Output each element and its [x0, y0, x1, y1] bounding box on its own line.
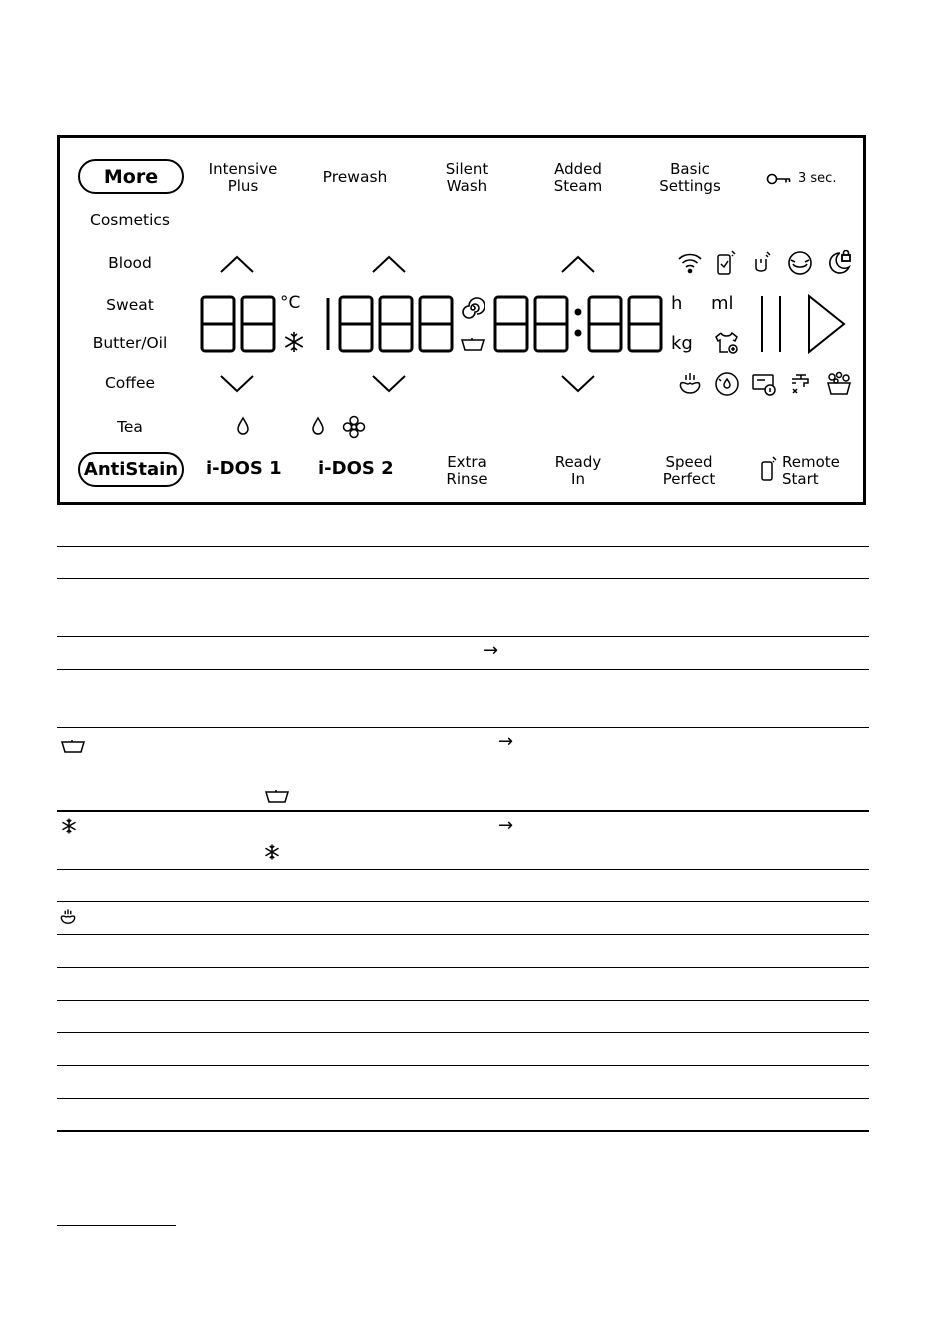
basic-settings-label-line2: Settings — [659, 177, 721, 195]
prewash-tub-icon — [60, 739, 86, 758]
table-rule — [57, 1130, 869, 1132]
table-rule — [57, 934, 869, 935]
spin-down-chevron-icon[interactable] — [371, 374, 407, 394]
remote-phone-icon — [714, 250, 738, 276]
table-arrow: → — [483, 640, 499, 661]
more-button-label: More — [103, 165, 159, 188]
table-rule — [57, 869, 869, 870]
progress-bars-icon — [758, 294, 788, 354]
intensive-plus-label-line2: Plus — [227, 177, 259, 195]
table-rule — [57, 967, 869, 968]
remote-start-phone-icon — [760, 456, 778, 482]
snowflake-icon — [60, 817, 78, 839]
unit-hours: h — [671, 293, 683, 314]
table-arrow: → — [498, 731, 514, 752]
idos2-drop-icon — [310, 416, 326, 436]
stain-tea[interactable]: Tea — [117, 418, 143, 436]
table-rule — [57, 1032, 869, 1033]
idos2-flower-icon — [342, 415, 366, 439]
table-rule — [57, 810, 869, 812]
wifi-icon — [677, 251, 703, 275]
idos1-drop-icon — [235, 416, 251, 436]
spin-speed-segment-display — [324, 295, 456, 353]
detergent-bubbles-icon — [825, 371, 853, 397]
extra-rinse-label-line2: Rinse — [446, 470, 488, 488]
table-rule — [57, 901, 869, 902]
table-rule — [57, 727, 869, 728]
temperature-segment-display — [200, 295, 276, 353]
prewash-label: Prewash — [322, 168, 388, 186]
stain-cosmetics[interactable]: Cosmetics — [90, 211, 170, 229]
prewash-button[interactable] — [310, 169, 400, 186]
speed-perfect-label-line2: Perfect — [662, 470, 716, 488]
remote-start-label-line2: Start — [782, 470, 819, 488]
prewash-tub-icon — [264, 789, 290, 808]
basic-settings-button[interactable] — [645, 161, 735, 195]
control-panel — [57, 135, 866, 505]
temperature-down-chevron-icon[interactable] — [219, 374, 255, 394]
unit-ml: ml — [711, 293, 734, 314]
stain-butter-oil[interactable]: Butter/Oil — [92, 334, 168, 352]
unit-kg: kg — [671, 333, 693, 354]
antistain-label: AntiStain — [83, 459, 179, 480]
footnote-separator — [57, 1225, 176, 1226]
time-up-chevron-icon[interactable] — [560, 254, 596, 274]
silent-wash-label-line2: Wash — [446, 177, 488, 195]
stain-sweat[interactable]: Sweat — [106, 296, 154, 314]
remote-start-button[interactable] — [760, 454, 860, 490]
table-rule — [57, 578, 869, 579]
silent-wash-label-line1: Silent — [445, 160, 489, 178]
water-tap-off-icon — [788, 371, 814, 397]
ready-in-label-line2: In — [571, 470, 585, 488]
temperature-unit: °C — [280, 293, 301, 313]
table-rule — [57, 1065, 869, 1066]
snowflake-icon — [263, 843, 281, 865]
cold-wash-snowflake-icon — [282, 330, 306, 354]
spin-up-chevron-icon[interactable] — [371, 254, 407, 274]
stain-coffee[interactable]: Coffee — [104, 374, 156, 392]
speed-perfect-label-line1: Speed — [665, 453, 713, 471]
steam-icon — [677, 371, 703, 397]
extra-rinse-label-line1: Extra — [447, 453, 487, 471]
more-button[interactable] — [78, 159, 184, 194]
time-segment-display — [492, 295, 664, 353]
intensive-plus-label-line1: Intensive — [208, 160, 278, 178]
table-rule — [57, 546, 869, 547]
silent-wash-button[interactable] — [422, 161, 512, 195]
lock-hint-label: 3 sec. — [798, 171, 837, 186]
basic-settings-label-line1: Basic — [670, 160, 710, 178]
idos2-button[interactable]: i-DOS 2 — [318, 458, 394, 479]
ready-in-button[interactable] — [533, 454, 623, 488]
idos1-button[interactable]: i-DOS 1 — [206, 458, 282, 479]
stain-blood[interactable]: Blood — [108, 254, 152, 272]
speed-perfect-button[interactable] — [644, 454, 734, 488]
remote-start-label-line1: Remote — [782, 453, 840, 471]
drum-clean-icon — [787, 250, 813, 276]
added-steam-button[interactable] — [533, 161, 623, 195]
start-play-icon[interactable] — [806, 293, 848, 355]
temperature-up-chevron-icon[interactable] — [219, 254, 255, 274]
night-lock-icon — [825, 250, 853, 276]
laundry-load-shirt-icon — [714, 331, 740, 355]
table-rule — [57, 1098, 869, 1099]
extra-rinse-button[interactable] — [422, 454, 512, 488]
antistain-button[interactable] — [78, 452, 184, 487]
ready-in-label-line1: Ready — [554, 453, 602, 471]
idos-disc-icon — [714, 371, 740, 397]
added-steam-label-line1: Added — [554, 160, 602, 178]
key-icon — [766, 172, 792, 186]
prewash-tub-icon — [460, 338, 486, 352]
spin-spiral-icon — [461, 296, 485, 320]
time-down-chevron-icon[interactable] — [560, 374, 596, 394]
added-steam-label-line2: Steam — [553, 177, 603, 195]
intensive-plus-button[interactable] — [198, 161, 288, 195]
table-rule — [57, 669, 869, 670]
table-arrow: → — [498, 815, 514, 836]
child-lock-button[interactable] — [766, 171, 846, 189]
table-rule — [57, 636, 869, 637]
dispenser-info-icon — [751, 371, 777, 397]
remote-monitoring-icon — [751, 250, 775, 276]
steam-icon — [59, 908, 77, 930]
table-rule — [57, 1000, 869, 1001]
